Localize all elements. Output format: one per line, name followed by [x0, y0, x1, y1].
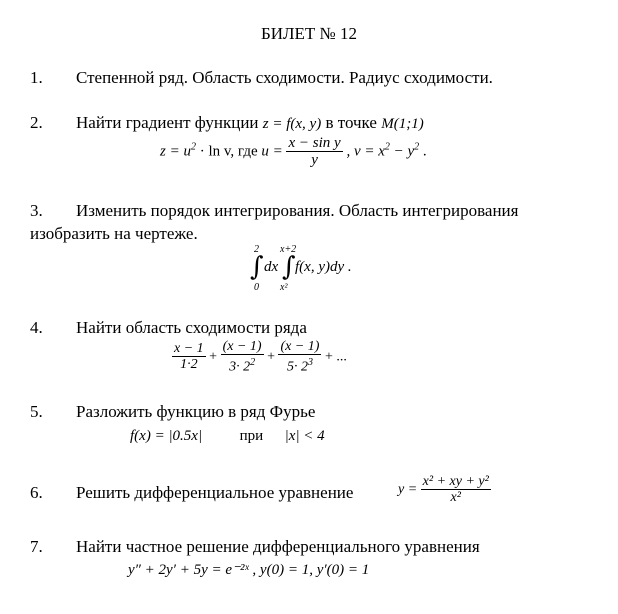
int-dx: dx: [264, 259, 279, 275]
item-2-u-numerator: x − sin y: [288, 135, 341, 151]
item-7-ode: y″ + 2y′ + 5y = e⁻²ˣ , y(0) = 1, y′(0) = 1: [128, 562, 370, 578]
series-d2-wrap: [221, 355, 264, 376]
ticket-title: БИЛЕТ № 12: [260, 24, 358, 43]
item-6-number: 6.: [30, 483, 43, 502]
series-n1: x − 1: [174, 341, 204, 357]
item-6-fraction: [421, 474, 491, 506]
item-2-function: z = f(x, y): [262, 116, 322, 132]
item-4-text: Найти область сходимости ряда: [76, 318, 307, 337]
item-1-text: Степенной ряд. Область сходимости. Радиус сходимости.: [76, 68, 493, 87]
item-5-formula: [130, 426, 325, 446]
series-term-1: [172, 341, 206, 373]
int-inner-upper: x+2: [280, 244, 297, 255]
item-3-integral: [250, 246, 390, 292]
int-outer-sign: ∫: [250, 252, 264, 282]
item-7-number: 7.: [30, 537, 43, 556]
item-4-series: $\frac{x - 1}{1\cdot 2}$ + $\frac{(x - 1)}{3\cdot 2^2}$ + $\frac{(x - 1)}{5\cdot 2^3}$ + ...: [174, 339, 347, 375]
item-3-text-b: изобразить на чертеже.: [30, 224, 198, 243]
series-d2-exp: 2: [250, 357, 256, 368]
int-outer-lower: 0: [254, 282, 259, 293]
item-2-v-rest: − y: [393, 143, 415, 160]
int-inner-sign: ∫: [282, 252, 296, 282]
series-d3-wrap: [278, 355, 321, 376]
item-3-text: Изменить порядок интегрирования. Область интегрирования: [76, 201, 519, 220]
item-2-point: M(1;1): [381, 116, 424, 132]
item-6-denominator: x²: [450, 490, 461, 505]
item-2-number: 2.: [30, 113, 43, 132]
item-2-z: z = u: [160, 143, 191, 160]
item-2-v-eq: , v = x: [346, 143, 385, 160]
item-4-number: 4.: [30, 318, 43, 337]
item-2-u-fraction: [286, 136, 342, 168]
item-6-y-eq: y =: [398, 482, 418, 498]
item-2-text2: в точке: [325, 113, 377, 132]
item-5-pri: при: [239, 428, 264, 444]
series-d3: 5· 2: [286, 359, 308, 375]
item-5-text: Разложить функцию в ряд Фурье: [76, 402, 316, 421]
int-body: f(x, y)dy .: [295, 259, 352, 275]
item-5-fx: f(x) = |0.5x|: [130, 428, 203, 444]
series-tail: + ...: [324, 349, 347, 365]
item-2-text: Найти градиент функции: [76, 113, 259, 132]
item-1-number: 1.: [30, 68, 43, 87]
item-3-number: 3.: [30, 201, 43, 220]
item-2-lnv: · ln v, где: [199, 143, 258, 160]
series-n3: (x − 1): [280, 339, 320, 354]
int-inner-lower: x²: [280, 282, 288, 293]
item-5-cond: |x| < 4: [284, 428, 325, 444]
item-2-u-denominator: y: [311, 152, 318, 168]
series-term-3: [278, 339, 321, 376]
item-6-text: Решить дифференциальное уравнение: [76, 483, 354, 502]
item-2-subformula: [160, 136, 427, 168]
item-5-number: 5.: [30, 402, 43, 421]
item-2-line: [76, 113, 424, 134]
item-6-numerator: x² + xy + y²: [422, 474, 489, 489]
series-d1: 1·2: [180, 357, 198, 373]
series-n2: (x − 1): [222, 339, 262, 354]
series-d3-exp: 3: [307, 357, 313, 368]
series-term-2: [221, 339, 264, 376]
item-2-u-eq: u =: [261, 143, 283, 160]
item-2-z-exp: 2: [190, 141, 196, 153]
item-2-v-exp2: 2: [414, 141, 420, 153]
item-2-v-exp: 2: [384, 141, 390, 153]
int-outer-upper: 2: [254, 244, 259, 255]
item-7-text: Найти частное решение дифференциального уравнения: [76, 537, 480, 556]
series-d2: 3· 2: [229, 359, 251, 375]
item-2-end: .: [422, 143, 427, 160]
item-6-formula: [398, 474, 491, 506]
